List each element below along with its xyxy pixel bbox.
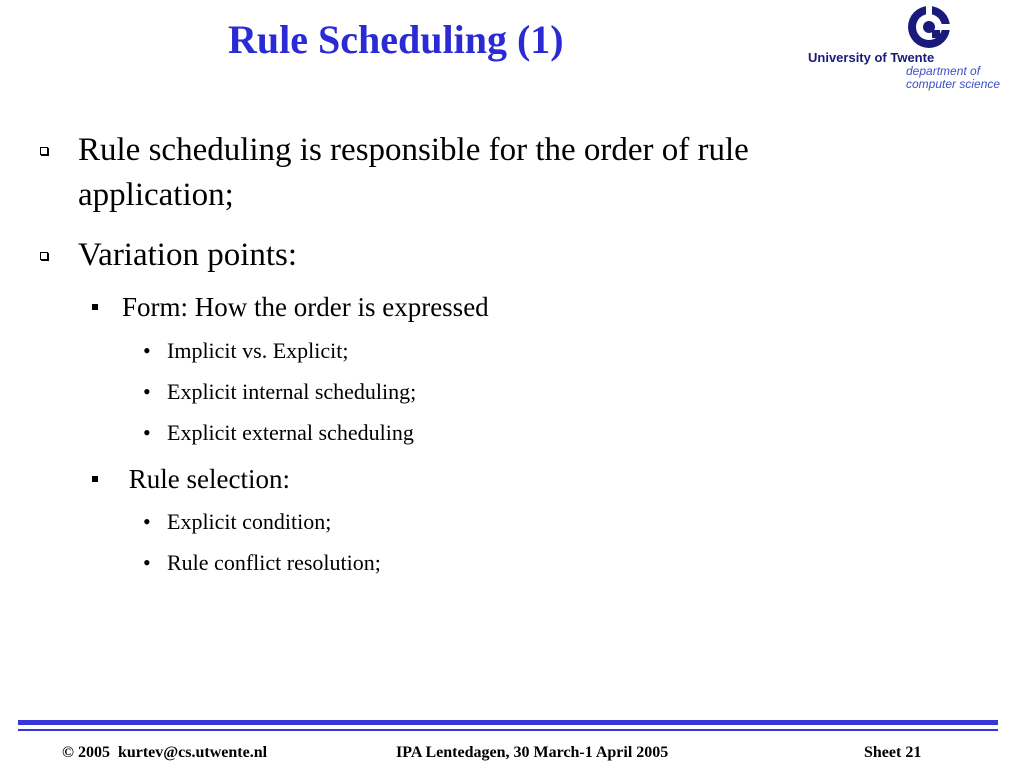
filled-square-bullet-icon <box>92 304 98 310</box>
subbullet-rule-selection <box>122 462 290 496</box>
square-bullet-icon <box>40 252 48 260</box>
footer-divider-thin <box>18 729 998 731</box>
bullet-variation-points <box>78 233 958 278</box>
dot-bullet-icon: • <box>143 550 151 575</box>
footer-copyright: © 2005 kurtev@cs.utwente.nl <box>62 744 268 761</box>
item-text: Explicit internal scheduling; <box>167 379 417 404</box>
logo-department <box>906 65 1000 91</box>
footer-divider-thick <box>18 720 998 725</box>
dot-bullet-icon: • <box>143 338 151 363</box>
item-text: Implicit vs. Explicit; <box>167 338 349 363</box>
item-explicit-condition <box>143 508 332 536</box>
logo-university-name: University of Twente <box>808 50 935 65</box>
item-implicit-explicit <box>143 337 349 365</box>
dot-bullet-icon: • <box>143 379 151 404</box>
footer-sheet-number: Sheet 21 <box>864 744 922 761</box>
slide-title: Rule Scheduling (1) <box>228 17 564 62</box>
item-conflict-resolution <box>143 549 381 577</box>
bullet-text-line2: application; <box>78 177 234 213</box>
dot-bullet-icon: • <box>143 420 151 445</box>
item-text: Rule conflict resolution; <box>167 550 381 575</box>
subbullet-text: Form: How the order is expressed <box>122 292 489 322</box>
subbullet-form <box>122 290 489 324</box>
item-internal-scheduling <box>143 378 417 406</box>
bullet-rule-scheduling <box>78 128 958 218</box>
logo-dept-line1: department of <box>906 64 981 78</box>
bullet-text-line1: Rule scheduling is responsible for the order of rule <box>78 132 749 168</box>
university-logo-icon <box>906 4 952 50</box>
square-bullet-icon <box>40 147 48 155</box>
filled-square-bullet-icon <box>92 476 98 482</box>
item-text: Explicit external scheduling <box>167 420 414 445</box>
item-text: Explicit condition; <box>167 509 332 534</box>
dot-bullet-icon: • <box>143 509 151 534</box>
footer-event: IPA Lentedagen, 30 March-1 April 2005 <box>396 744 669 761</box>
subbullet-text: Rule selection: <box>122 464 290 494</box>
item-external-scheduling <box>143 419 414 447</box>
bullet-text: Variation points: <box>78 237 298 273</box>
logo-dept-line2: computer science <box>906 77 1001 91</box>
